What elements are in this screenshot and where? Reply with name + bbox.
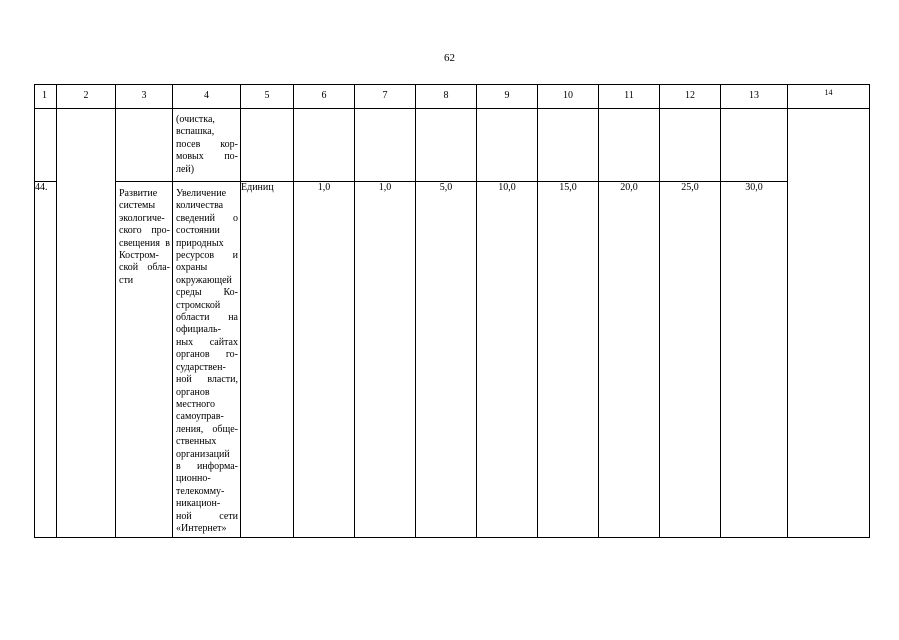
cell-3 (116, 109, 173, 182)
header-cell: 4 (173, 85, 241, 109)
header-cell: 5 (241, 85, 294, 109)
header-cell: 8 (416, 85, 477, 109)
header-cell: 14 (788, 85, 870, 109)
value-cell: 25,0 (660, 182, 721, 538)
continuation-row (35, 109, 870, 182)
cell-11 (599, 109, 660, 182)
indicators-table (34, 84, 870, 538)
cell-10 (538, 109, 599, 182)
value-cell: 30,0 (721, 182, 788, 538)
header-cell: 12 (660, 85, 721, 109)
value-cell: 20,0 (599, 182, 660, 538)
header-cell: 13 (721, 85, 788, 109)
cell-9 (477, 109, 538, 182)
value-cell: 1,0 (355, 182, 416, 538)
cell-6 (294, 109, 355, 182)
unit-cell: Единиц (241, 182, 294, 538)
continuation-text: (очистка, вспашка, посев кор- мовых по- лей) (176, 114, 238, 175)
header-cell: 11 (599, 85, 660, 109)
cell-2-merged (57, 109, 116, 538)
header-cell: 6 (294, 85, 355, 109)
header-cell: 10 (538, 85, 599, 109)
cell-7 (355, 109, 416, 182)
value-cell: 1,0 (294, 182, 355, 538)
header-cell: 2 (57, 85, 116, 109)
cell-5 (241, 109, 294, 182)
header-row (35, 85, 870, 109)
cell-12 (660, 109, 721, 182)
cell-8 (416, 109, 477, 182)
value-cell: 5,0 (416, 182, 477, 538)
header-cell: 7 (355, 85, 416, 109)
row-number: 44. (35, 182, 57, 538)
cell-1 (35, 109, 57, 182)
cell-4 (173, 109, 241, 182)
cell-14-merged (788, 109, 870, 538)
value-cell: 15,0 (538, 182, 599, 538)
activity-name-cell: Развитие системы экологиче- ского про- свещения в Костром- ской обла- сти (116, 182, 173, 538)
header-cell: 1 (35, 85, 57, 109)
header-cell: 9 (477, 85, 538, 109)
header-cell: 3 (116, 85, 173, 109)
page-number: 62 (444, 52, 455, 64)
indicator-cell: Увеличение количества сведений о состоянии природных ресурсов и охраны окружающей среды Ко- стромской области на официаль- ных сайтах органов го- сударствен- ной власти, органов местного самоуправ- ления, обще- ственных организаций в информа- ционно- телекомму- никацион- ной сети «Интернет» (173, 182, 241, 538)
cell-13 (721, 109, 788, 182)
row-44 (35, 182, 870, 538)
value-cell: 10,0 (477, 182, 538, 538)
